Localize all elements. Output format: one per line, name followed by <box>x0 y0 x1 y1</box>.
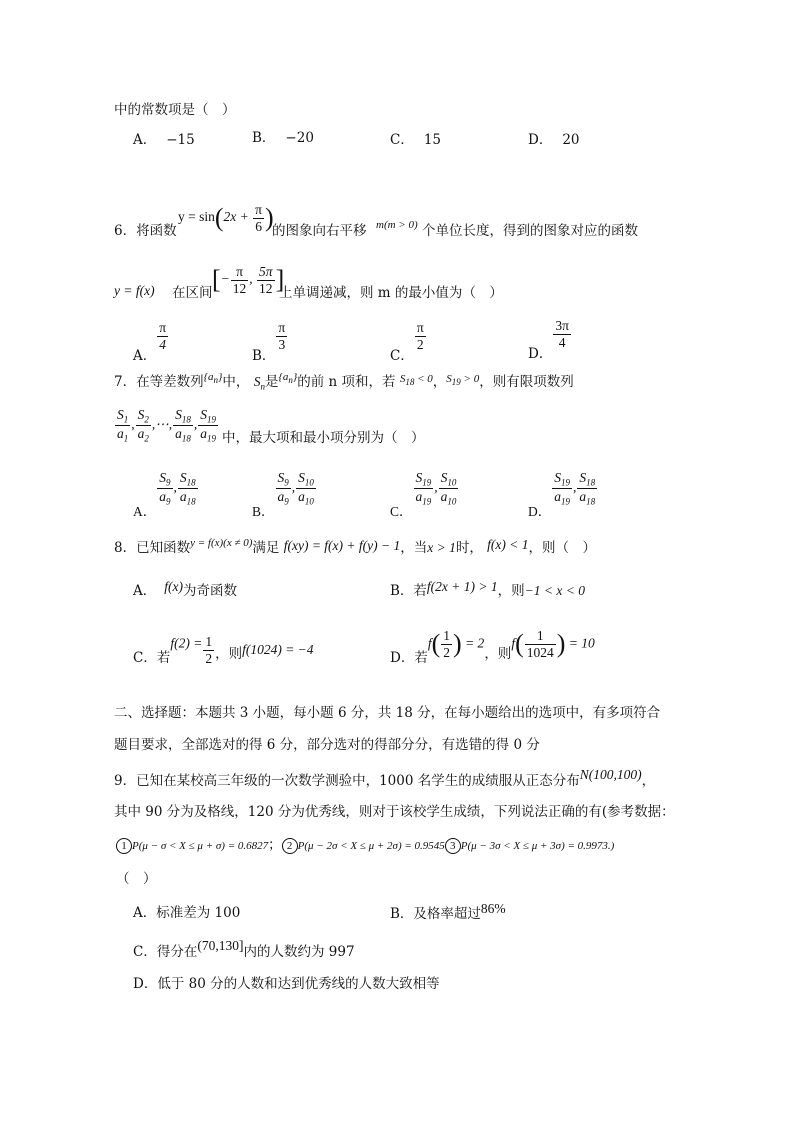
q6-option-d: D． $\frac{3\pi}{4}$ <box>528 318 569 362</box>
q6-interval: [− $\frac{\pi}{12}$ , $\frac{5\pi}{12}$ ] <box>212 264 285 296</box>
q6-line1-c: 个单位长度，得到的图象对应的函数 <box>422 223 638 239</box>
q8-stem: 8．已知函数$^{y = f(x)(x \ne 0)}$满足 f(xy) = f(x) + f(y) − 1，当x > 1时， f(x) < 1，则（ ） <box>114 537 596 556</box>
q7-sequence: $\frac{S_1}{a_1}$ , $\frac{S_2}{a_2}$ ,⋯, $\frac{S_{18}}{a_{18}}$ , $\frac{S_{19}}{a_{19}}$ <box>117 407 216 444</box>
q7-line1: 7．在等差数列$^{\{a_n\}}$中， $S_n$是$^{\{a_n\}}$的前 n 项和，若 $^{S_{18} < 0}$，$^{S_{19} > 0}$，则有限项数列 <box>114 371 574 392</box>
q7-option-b: B． $\frac{S_9}{a_9}$ , $\frac{S_{10}}{a_{10}}$ <box>252 470 314 519</box>
q8-option-c: C．若f(2) = $\frac{1}{2}$ ，则f(1024) = −4 <box>133 634 314 666</box>
q6-fy: y = f(x) <box>114 283 155 298</box>
q7-option-d: D． $\frac{S_{19}}{a_{19}}$ , $\frac{S_{18}}{a_{18}}$ <box>528 470 596 519</box>
q8-option-d: D．若f( $\frac{1}{2}$ ) = 2，则f( $\frac{1}{1024}$ ) = 10 <box>390 628 595 666</box>
q6-line2-b: 在区间 <box>172 285 213 301</box>
q6-line1-b: 的图象向右平移 <box>272 223 367 239</box>
q7-option-a: A． $\frac{S_9}{a_9}$ , $\frac{S_{18}}{a_{18}}$ <box>133 470 196 519</box>
q7-option-c: C． $\frac{S_{19}}{a_{19}}$ , $\frac{S_{10}}{a_{10}}$ <box>390 470 457 519</box>
q5-option-d: D． 20 <box>528 132 580 148</box>
q5-stem-tail: 中的常数项是（ ） <box>114 102 236 118</box>
q6-option-a: A． $\frac{\pi}{4}$ <box>133 320 167 364</box>
q6-option-b: B． $\frac{\pi}{3}$ <box>252 320 286 364</box>
q6-line2-c: 上单调递减，则 m 的最小值为（ ） <box>279 285 503 301</box>
q8-option-a: A． f(x)为奇函数 <box>133 579 237 599</box>
q5-option-b: B． −20 <box>252 130 314 146</box>
q6-option-c: C． $\frac{\pi}{2}$ <box>390 320 424 364</box>
q9-option-d: D．低于 80 分的人数和达到优秀线的人数大致相等 <box>133 976 440 992</box>
q9-option-b: B．及格率超过86% <box>390 901 506 922</box>
q9-option-c: C．得分在(70,130]内的人数约为 997 <box>133 938 355 960</box>
section2-line1: 二、选择题：本题共 3 小题，每小题 6 分，共 18 分，在每小题给出的选项中，有多项符合 <box>114 705 661 721</box>
q9-reference-data: 1 P(μ − σ < X ≤ μ + σ) = 0.6827； 2 P(μ − 2σ < X ≤ μ + 2σ) = 0.9545 3 P(μ − 3σ < X ≤ μ + 3σ) = 0.9973.) <box>116 838 614 854</box>
q5-option-c: C． 15 <box>390 132 442 148</box>
q7-line2: 中，最大项和最小项分别为（ ） <box>222 430 425 446</box>
q9-line2: 其中 90 分为及格线，120 分为优秀线，则对于该校学生成绩，下列说法正确的有(参考数据： <box>114 804 675 820</box>
q9-paren: （ ） <box>116 871 157 887</box>
q9-option-a: A．标准差为 100 <box>133 905 241 921</box>
q9-line1: 9．已知在某校高三年级的一次数学测验中，1000 名学生的成绩服从正态分布N(100,100)， <box>114 767 656 789</box>
q5-option-a: A． −15 <box>133 132 195 148</box>
q6-line1: 6．将函数 <box>114 223 177 239</box>
q8-option-b: B．若f(2x + 1) > 1，则−1 < x < 0 <box>390 579 585 599</box>
section2-line2: 题目要求，全部选对的得 6 分，部分选对的得部分分，有选错的得 0 分 <box>114 737 540 753</box>
q6-shift: m(m > 0) <box>376 219 418 231</box>
q6-function: y = sin(2x + $\frac{\pi}{6}$ ) <box>178 202 274 234</box>
